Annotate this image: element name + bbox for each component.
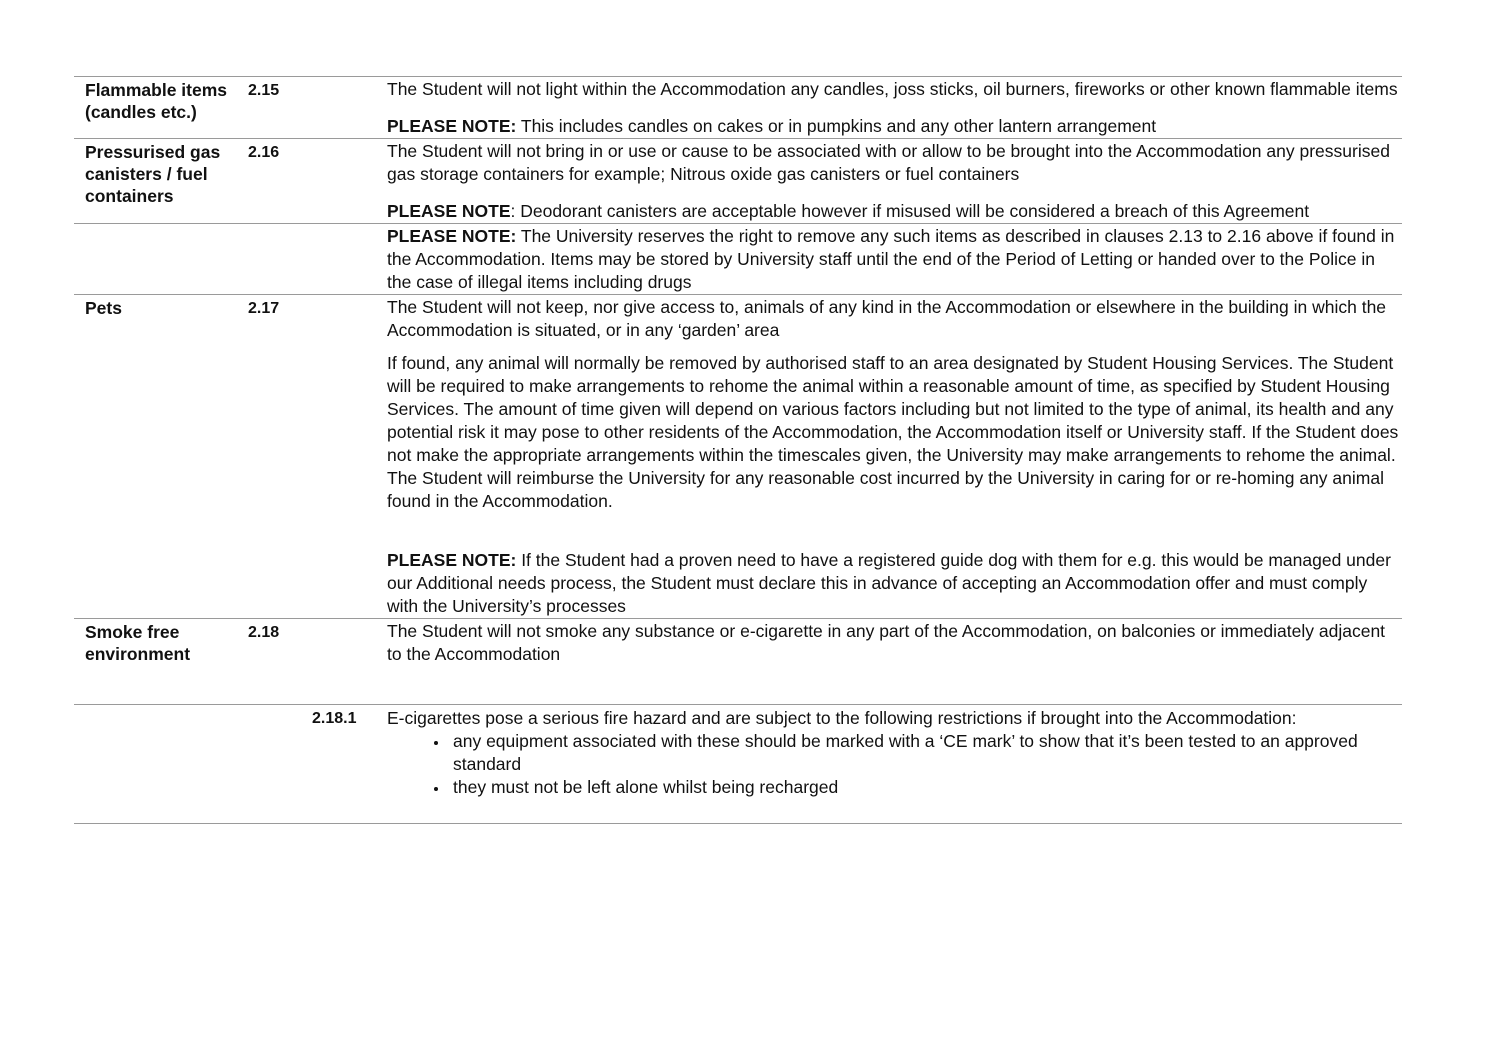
clause-row-2-17 [74,294,1402,618]
please-note-label: PLEASE NOTE [387,201,511,221]
please-note-text: The University reserves the right to remove any such items as described in clauses 2.13 to 2.16 above if found in the Accommodation. Items may be stored by University staff until the end of the Period of Letting or handed over to the Police in the case of illegal items including drugs [387,226,1395,292]
row-spacer [387,666,1402,704]
restriction-list [387,730,1402,799]
clause-body [387,139,1402,223]
please-note-text: If the Student had a proven need to have a registered guide dog with them for e.g. this would be managed under our Additional needs process, the Student must declare this in advance of accepting an Accommodation offer and must comply with the University’s processes [387,550,1391,616]
clause-heading: Pets [85,298,122,318]
clause-heading: Smoke free environment [85,622,191,664]
please-note [387,115,1402,138]
please-note [387,549,1402,618]
please-note [387,225,1402,294]
clause-row-general-note [74,223,1402,294]
clause-text: E-cigarettes pose a serious fire hazard and are subject to the following restrictions if brought into the Accommodation: [387,708,1297,728]
clause-row-2-16 [74,138,1402,223]
please-note-label: PLEASE NOTE: [387,550,517,570]
list-item: • they must not be left alone whilst being recharged [449,776,1402,799]
clause-row-2-15 [74,76,1402,138]
clause-text: The Student will not bring in or use or cause to be associated with or allow to be brought into the Accommodation any pressurised gas storage containers for example; Nitrous oxide gas canisters or fuel containers [387,141,1390,184]
clause-number: 2.18 [248,624,280,641]
subclause-number: 2.18.1 [312,710,357,727]
clause-body [387,619,1402,704]
accommodation-rules-table [74,76,1402,824]
clause-number: 2.17 [248,300,280,317]
clause-body [387,224,1402,294]
clause-number: 2.16 [248,144,280,161]
please-note [387,200,1402,223]
clause-number: 2.15 [248,82,280,99]
clause-row-2-18-1 [74,704,1402,824]
clause-row-2-18 [74,618,1402,704]
clause-text: The Student will not keep, nor give access to, animals of any kind in the Accommodation or elsewhere in the building in which the Accommodation is situated, or in any ‘garden’ area [387,297,1387,340]
please-note-text: This includes candles on cakes or in pumpkins and any other lantern arrangement [516,116,1157,136]
clause-body [387,295,1402,618]
please-note-label: PLEASE NOTE: [387,116,517,136]
clause-text: The Student will not light within the Accommodation any candles, joss sticks, oil burners, fireworks or other known flammable items [387,79,1398,99]
clause-heading: Pressurised gas canisters / fuel containers [85,142,221,206]
please-note-label: PLEASE NOTE: [387,226,517,246]
clause-body [387,705,1402,823]
list-item: • any equipment associated with these should be marked with a ‘CE mark’ to show that it’s been tested to an approved standard [449,730,1402,776]
clause-heading: Flammable items (candles etc.) [85,80,227,122]
clause-text: The Student will not smoke any substance or e-cigarette in any part of the Accommodation, on balconies or immediately adjacent to the Accommodation [387,621,1386,664]
clause-body [387,77,1402,138]
please-note-text: : Deodorant canisters are acceptable however if misused will be considered a breach of this Agreement [510,201,1310,221]
clause-text-detail: If found, any animal will normally be removed by authorised staff to an area designated by Student Housing Services. The Student will be required to make arrangements to rehome the animal within a reasonable amount of time, as specified by Student Housing Services. The amount of time given will depend on various factors including but not limited to the type of animal, its health and any potential risk it may pose to other residents of the Accommodation, the Accommodation itself or University staff. If the Student does not make the appropriate arrangements within the timescales given, the University may make arrangements to rehome the animal. The Student will reimburse the University for any reasonable cost incurred by the University in caring for or re-homing any animal found in the Accommodation. [387,353,1399,511]
